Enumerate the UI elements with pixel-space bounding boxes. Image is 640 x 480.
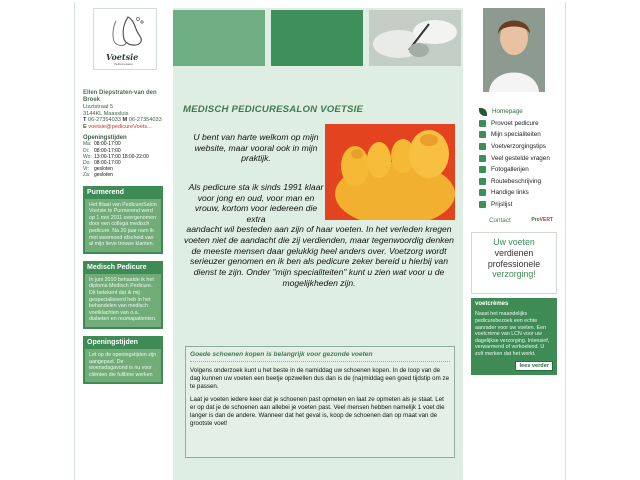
contact-row xyxy=(469,214,559,226)
nav-contact[interactable]: Contact xyxy=(489,216,511,224)
page-container xyxy=(74,2,566,480)
email-label: E xyxy=(83,123,87,130)
pedicure-hands-icon xyxy=(369,10,461,66)
mobile-label: M xyxy=(122,117,128,124)
purmerend-box xyxy=(83,186,163,254)
nav-provoet-pedicure[interactable]: Provoet pedicure xyxy=(469,118,559,130)
square-bullet-icon xyxy=(479,120,486,127)
tip-paragraph: Laat je voeten iedere keer dat je schoenen past opmeten en laat ze opmeten als je staat. Let er op dat je de schoenen aan allebei je voeten past. Veel mensen hebben namelijk 1 voet die langer is dan de andere. Wanneer dat het geval is, koop de schoenen dan op maat van de grootste voet! xyxy=(190,396,445,427)
hours-row: Za: gesloten xyxy=(83,172,113,179)
tel-number: 06-27354033 xyxy=(87,117,121,124)
ad-line-1: Uw voeten xyxy=(493,237,535,248)
square-bullet-icon xyxy=(479,131,486,138)
banner-tile-dark xyxy=(271,10,363,66)
hours-title: Openingstijden xyxy=(83,135,127,142)
tel-label: T xyxy=(83,117,87,124)
box-title: Openingstijden xyxy=(87,338,138,346)
hours-row: Di: 08:00-17:00 xyxy=(83,147,121,154)
logo-subtitle: Pedicuresalon xyxy=(114,62,134,66)
foot-icon xyxy=(325,124,455,220)
nav-mijn-specialiteiten[interactable]: Mijn specialiteiten xyxy=(469,129,559,141)
openingstijden-box xyxy=(83,336,163,384)
tip-divider xyxy=(190,361,450,362)
header-banner xyxy=(173,8,463,66)
owner-name: Ellen Diepstraten-van den Broek xyxy=(83,90,157,103)
email-line xyxy=(83,124,167,131)
square-bullet-icon xyxy=(479,143,486,150)
voetsie-logo[interactable] xyxy=(93,8,157,70)
address-block xyxy=(83,90,167,130)
box-text: Let op de openingstijden zijn aangepast. De woensdagavond is nu voor cliënten die fulltime werken xyxy=(83,349,163,384)
city: 3144KL Maassluis xyxy=(83,110,129,117)
left-column xyxy=(83,8,167,384)
square-bullet-icon xyxy=(479,155,486,162)
provert-logo[interactable]: ProVERT xyxy=(531,217,553,224)
nav-voetverzorgingstips[interactable]: Voetverzorgingstips xyxy=(469,141,559,153)
tip-title: Goede schoenen kopen is belangrijk voor gezonde voeten xyxy=(190,351,373,358)
welcome-text: U bent van harte welkom op mijn website, maar vooral ook in mijn praktijk. xyxy=(193,132,319,164)
phone-line xyxy=(83,117,167,124)
foot-photo xyxy=(325,124,455,220)
ad-line-2: verdienen xyxy=(494,247,534,258)
shoe-tip-box xyxy=(185,346,455,458)
tip-body xyxy=(190,367,450,428)
pedicure-photo xyxy=(369,10,461,66)
nav-routebeschrijving[interactable]: Routebeschrijving xyxy=(469,176,559,188)
box-text: In juni 2010 behaalde ik het diploma Medisch Pedicure. Dit betekent dat ik mij gespecialiseerd heb in het behandelen van medisch voetklachten van o.a. diabeten en reumapatienten. xyxy=(83,274,163,329)
medisch-pedicure-box xyxy=(83,261,163,329)
hours-list xyxy=(83,141,167,178)
feet-logo-icon xyxy=(98,13,154,53)
hours-row: Ma: 08:00-17:00 xyxy=(83,141,121,148)
voetcremes-title: voetcrèmes xyxy=(475,301,509,308)
voetcremes-text: Naast het maandelijks pedicurebezoek een echte aanrader voor uw voeten. Een voetcrème van LCN voor uw dagelijkse verzorging. Intensief, verwarmend of verkoelend. U zult merken dat het werkt. xyxy=(475,311,550,357)
box-title: Medisch Pedicure xyxy=(87,263,147,271)
logo-name: Voetsie xyxy=(106,52,139,62)
promo-banner[interactable] xyxy=(471,232,557,294)
owner-photo xyxy=(483,8,545,92)
mobile-number: 06-27354033 xyxy=(128,117,162,124)
nav-homepage[interactable]: Homepage xyxy=(469,106,559,118)
lees-verder-button[interactable]: lees verder xyxy=(515,361,553,371)
hours-row: Vr: gesloten xyxy=(83,166,113,173)
square-bullet-icon xyxy=(479,166,486,173)
portrait-icon xyxy=(483,8,545,92)
leaf-icon xyxy=(479,108,487,116)
right-column xyxy=(469,8,559,375)
page-title: MEDISCH PEDICURESALON VOETSIE xyxy=(183,104,364,115)
ad-line-4: verzorging! xyxy=(492,269,536,280)
box-text: Het filiaal van PedicureSalon Voetsie te Purmerend werd op 1 mei 2011 overgenomen door een collega medisch pedicure. Na 20 jaar nam ik met weemoed afscheid van al mijn lieve trouwe klanten. xyxy=(83,199,163,254)
email-link[interactable]: voetsie@pedicureVoets... xyxy=(88,123,152,130)
nav-handige-links[interactable]: Handige links xyxy=(469,187,559,199)
hours-row: Wo: 13:00-17:00 18:00-22:00 xyxy=(83,153,149,160)
box-title: Purmerend xyxy=(87,188,124,196)
voetcremes-box xyxy=(471,298,557,374)
ad-line-3: professionele xyxy=(487,258,541,269)
nav-prijslijst[interactable]: Prijslijst xyxy=(469,199,559,211)
lees-verder-row xyxy=(475,361,553,371)
tip-paragraph: Volgens onderzoek kunt u het beste in de namiddag uw schoenen kopen. In de loop van de dag kunnen uw voeten een beetje opzwellen dus dan is de (na)middag een goed tijdstip om ze te passen. xyxy=(190,367,450,390)
square-bullet-icon xyxy=(479,201,486,208)
intro-paragraph-1: Als pedicure sta ik sinds 1991 klaar voor jong en oud, voor man en vrouw, kortom voor iedereen die extra xyxy=(188,182,324,224)
main-nav xyxy=(469,106,559,210)
nav-veel-gestelde-vragen[interactable]: Veel gestelde vragen xyxy=(469,152,559,164)
square-bullet-icon xyxy=(479,189,486,196)
square-bullet-icon xyxy=(479,178,486,185)
main-content xyxy=(173,8,463,480)
nav-fotogallerijen[interactable]: Fotogallerijen xyxy=(469,164,559,176)
hours-row: Do: 08:00-17:00 xyxy=(83,159,121,166)
street: Lisztstraat 5 xyxy=(83,104,114,110)
banner-tile-light xyxy=(173,10,265,66)
intro-paragraph-2: aandacht wil besteden aan zijn of haar voeten. In het verleden kregen voeten niet de aandacht die zij verdienden, maar tegenwoordig denken de meeste mensen daar gelukkig heel anders over. Voetzorg wordt serieuzer genomen en ik ben als pedicure zeker bereid u hierbij van dienst te zijn. Onder "mijn specialiteiten" kunt u zien wat voor u de mogelijkheden zijn. xyxy=(184,224,454,288)
